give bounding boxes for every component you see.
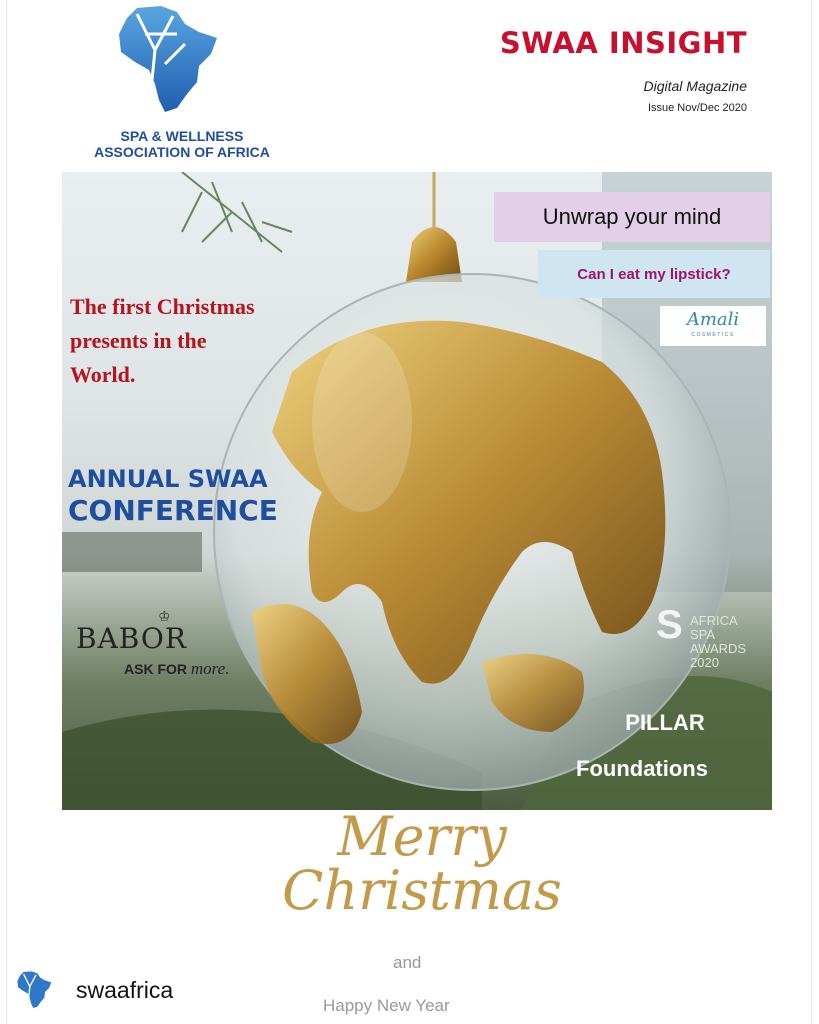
babor-tagline-italic: more. [190, 659, 230, 678]
crown-icon: ♔ [158, 608, 171, 624]
babor-tagline-bold: ASK FOR [124, 661, 187, 677]
amali-logo-name: Amali [686, 309, 740, 330]
first-christmas-line1: The first Christmas [70, 294, 255, 319]
magazine-title: SWAA INSIGHT [499, 26, 747, 60]
org-name-line1: SPA & WELLNESS [120, 128, 244, 144]
cover-image [62, 172, 772, 810]
first-christmas-line2: presents in the [70, 328, 207, 353]
amali-cosmetics-logo [660, 306, 766, 346]
magazine-page [6, 0, 812, 1024]
greeting-christmas: Christmas [282, 859, 562, 922]
issue-label: Issue Nov/Dec 2020 [647, 102, 747, 114]
account-username[interactable]: swaafrica [76, 976, 174, 1003]
awards-line4: 2020 [690, 655, 719, 670]
headline-foundations: Foundations [576, 756, 708, 781]
greeting-merry: Merry [337, 805, 507, 868]
first-christmas-line3: World. [70, 362, 136, 387]
babor-logo [76, 608, 256, 679]
headline-annual-conference [68, 464, 278, 528]
awards-line2: SPA [690, 627, 716, 642]
awards-line1: AFRICA [690, 613, 738, 628]
conference-line1: ANNUAL SWAA [68, 465, 268, 493]
swaa-africa-logo [115, 4, 225, 116]
africa-spa-awards-logo [656, 603, 766, 670]
headline-first-christmas [70, 290, 330, 392]
account-overlay[interactable] [16, 970, 173, 1010]
conference-line2: CONFERENCE [68, 494, 278, 527]
amali-logo-sub: COSMETICS [691, 332, 735, 338]
awards-line3: AWARDS [690, 641, 747, 656]
greeting-and: and [393, 953, 422, 972]
headline-pillar: PILLAR [625, 710, 705, 735]
babor-tagline [124, 659, 256, 679]
organization-name [67, 128, 297, 160]
merry-christmas-greeting [277, 805, 567, 922]
org-name-line2: ASSOCIATION OF AFRICA [94, 144, 270, 160]
africa-avatar-icon[interactable] [16, 970, 54, 1010]
babor-name: BABOR [76, 622, 187, 655]
magazine-subtitle: Digital Magazine [643, 78, 747, 94]
spa-awards-s-icon: S [656, 603, 683, 647]
greeting-happy-new-year: Happy New Year [323, 996, 450, 1015]
headline-unwrap-your-mind: Unwrap your mind [494, 192, 770, 242]
headline-lipstick: Can I eat my lipstick? [538, 250, 770, 298]
